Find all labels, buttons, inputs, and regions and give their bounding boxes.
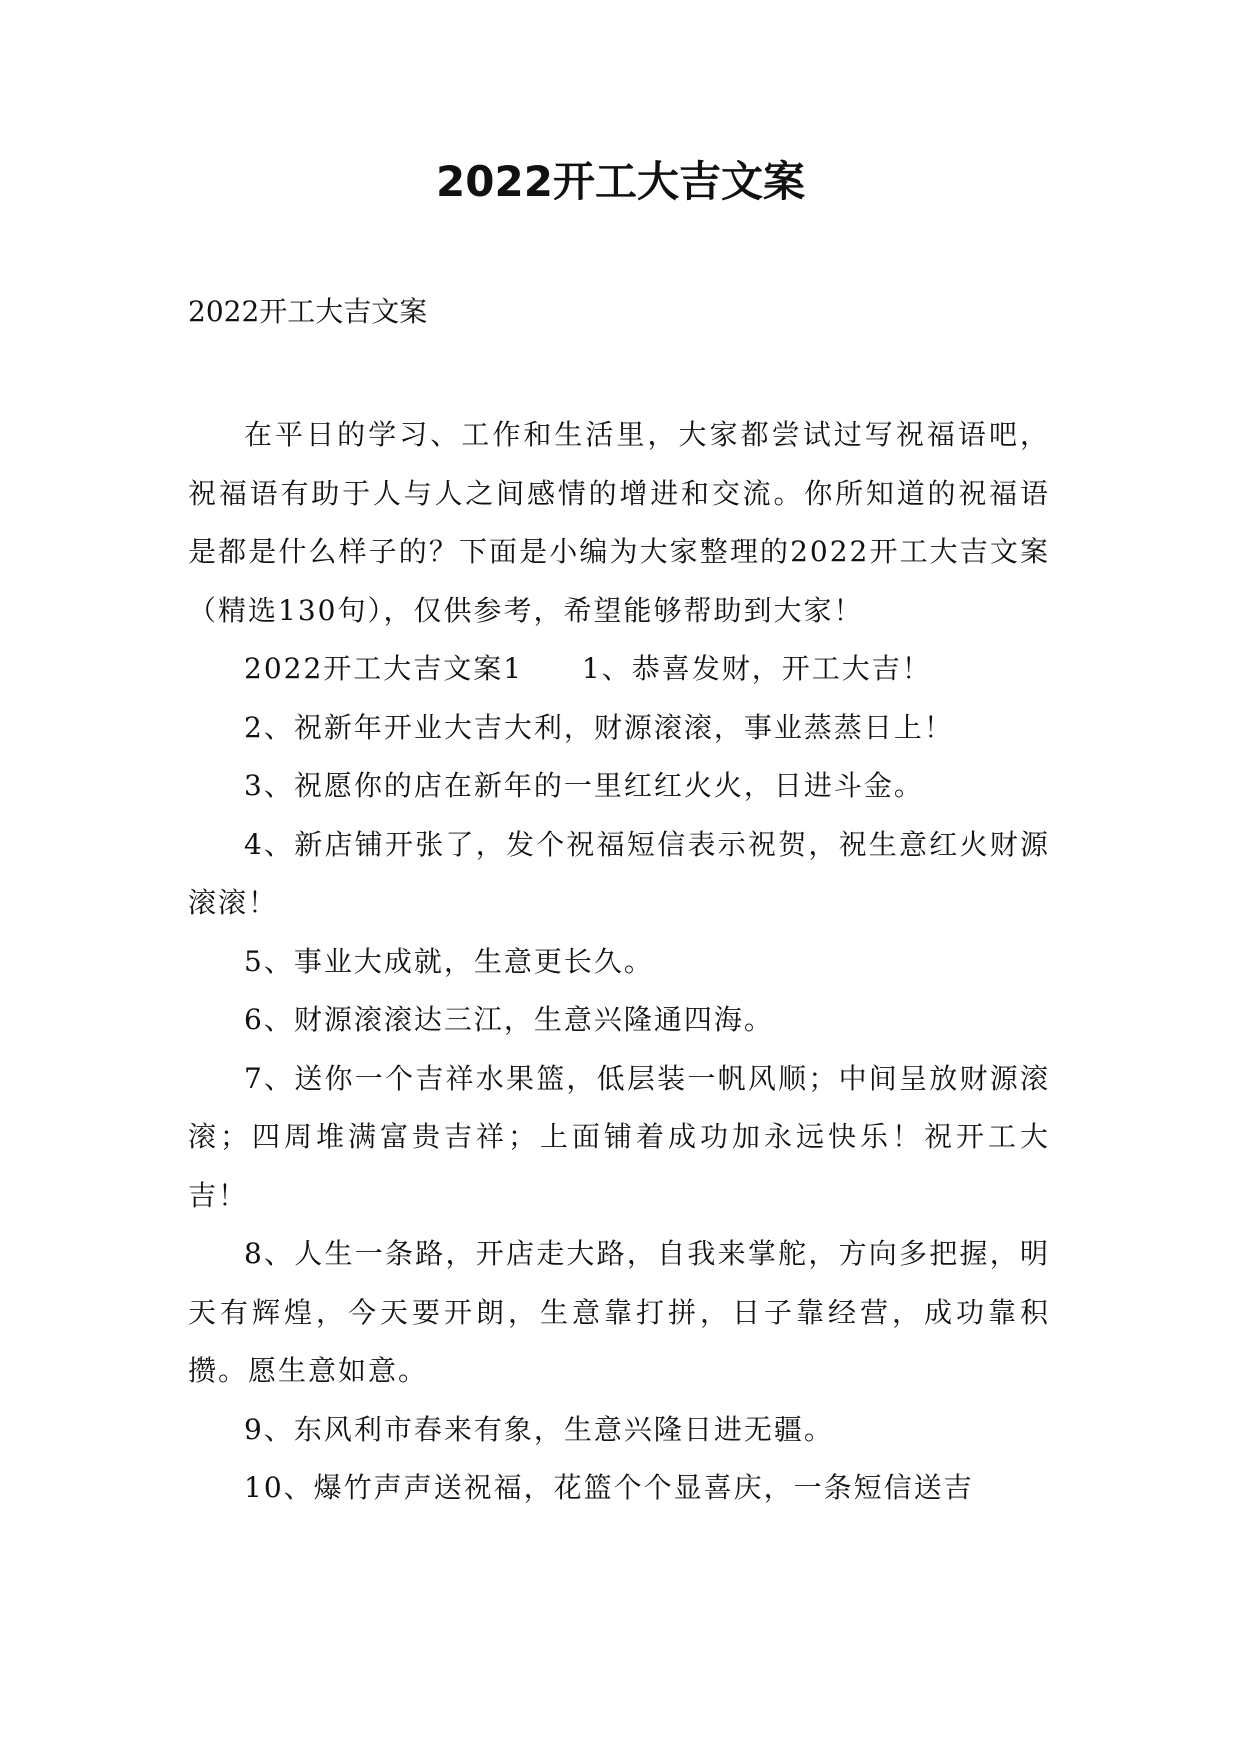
list-item: 7、送你一个吉祥水果篮，低层装一帆风顺；中间呈放财源滚滚；四周堆满富贵吉祥；上面铺着成功加永远快乐！祝开工大吉！	[188, 1061, 1050, 1212]
list-item: 4、新店铺开张了，发个祝福短信表示祝贺，祝生意红火财源滚滚！	[188, 827, 1050, 919]
section-first-line	[188, 640, 1050, 699]
list-item: 8、人生一条路，开店走大路，自我来掌舵，方向多把握，明天有辉煌，今天要开朗，生意靠打拼，日子靠经营，成功靠积攒。愿生意如意。	[188, 1237, 1050, 1387]
section-heading: 2022开工大吉文案1	[244, 652, 524, 685]
document-subtitle: 2022开工大吉文案	[188, 295, 428, 328]
intro-paragraph: 在平日的学习、工作和生活里，大家都尝试过写祝福语吧，祝福语有助于人与人之间感情的增进和交流。你所知道的祝福语是都是什么样子的？下面是小编为大家整理的2022开工大吉文案（精选130句），仅供参考，希望能够帮助到大家！	[188, 418, 1050, 627]
document-body	[188, 406, 1050, 1518]
list-item: 10、爆竹声声送祝福，花篮个个显喜庆，一条短信送吉	[244, 1471, 974, 1504]
list-item: 1、恭喜发财，开工大吉！	[581, 652, 932, 685]
list-item: 2、祝新年开业大吉大利，财源滚滚，事业蒸蒸日上！	[244, 710, 954, 744]
list-item: 5、事业大成就，生意更长久。	[244, 944, 654, 978]
document-title: 2022开工大吉文案	[436, 157, 805, 206]
list-item: 6、财源滚滚达三江，生意兴隆通四海。	[244, 1003, 774, 1036]
list-item: 9、东风利市春来有象，生意兴隆日进无疆。	[244, 1412, 834, 1446]
list-item: 3、祝愿你的店在新年的一里红红火火，日进斗金。	[244, 769, 924, 802]
